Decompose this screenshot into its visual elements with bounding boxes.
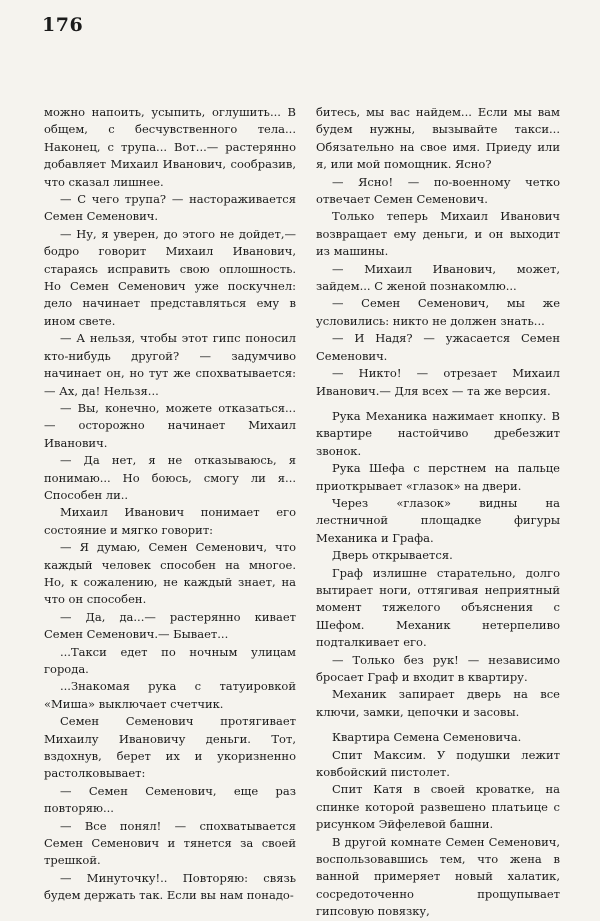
- paragraph: — Семен Семенович, еще раз повторяю...: [44, 783, 296, 816]
- paragraph: Граф излишне старательно, долго вытирает ноги, оттягивая неприятный момент тяжелого объяснения с Шефом. Механик нетерпеливо подталкивает его.: [316, 565, 560, 650]
- paragraph: — Никто! — отрезает Михаил Иванович.— Для всех — та же версия.: [316, 366, 560, 398]
- paragraph: Механик запирает дверь на все ключи, замки, цепочки и засовы.: [316, 687, 560, 719]
- paragraph: Михаил Иванович понимает его состояние и мягко говорит:: [44, 505, 296, 537]
- paragraph: — Михаил Иванович, может, зайдем... С женой познакомлю...: [316, 261, 560, 294]
- paragraph: — Семен Семенович, мы же условились: никто не должен знать...: [316, 296, 560, 328]
- paragraph: Спит Катя в своей кроватке, на спинке которой развешено платьице с рисунком Эйфелевой башни.: [316, 782, 560, 832]
- paragraph: Рука Механика нажимает кнопку. В квартире настойчиво дребезжит звонок.: [316, 408, 560, 458]
- paragraph: — А нельзя, чтобы этот гипс поносил кто-нибудь другой? — задумчиво начинает он, но тут же спохватывается: — Ах, да! Нельзя...: [44, 331, 296, 398]
- paragraph: Семен Семенович протягивает Михаилу Ивановичу деньги. Тот, вздохнув, берет их и укоризненно растолковывает:: [44, 714, 296, 781]
- paragraph: — Да нет, я не отказываюсь, я понимаю... Но боюсь, смогу ли я... Способен ли..: [44, 453, 296, 502]
- right-column: [316, 104, 560, 921]
- paragraph: — Ясно! — по-военному четко отвечает Семен Семенович.: [316, 174, 560, 207]
- paragraph: битесь, мы вас найдем... Если мы вам будем нужны, вызывайте такси... Обязательно на свое имя. Приеду или я, или мой помощник. Ясно?: [316, 105, 560, 172]
- page-number: 176: [42, 14, 84, 36]
- paragraph: — С чего трупа? — настораживается Семен Семенович.: [44, 192, 296, 224]
- paragraph: — Да, да...— растерянно кивает Семен Семенович.— Бывает...: [44, 609, 296, 642]
- paragraph: — Все понял! — спохватывается Семен Семенович и тянется за своей трешкой.: [44, 818, 296, 868]
- paragraph: Только теперь Михаил Иванович возвращает ему деньги, и он выходит из машины.: [316, 209, 560, 259]
- paragraph: — Ну, я уверен, до этого не дойдет,— бодро говорит Михаил Иванович, стараясь исправить свою оплошность. Но Семен Семенович уже поскучнел: дело начинает представляться ему в ином свете.: [44, 226, 296, 328]
- paragraph: ...Знакомая рука с татуировкой «Миша» выключает счетчик.: [44, 679, 296, 711]
- paragraph: ...Такси едет по ночным улицам города.: [44, 644, 296, 676]
- paragraph: Через «глазок» видны на лестничной площадке фигуры Механика и Графа.: [316, 495, 560, 545]
- left-column: [44, 104, 296, 905]
- paragraph: Дверь открывается.: [332, 548, 453, 563]
- paragraph: Рука Шефа с перстнем на пальце приоткрывает «глазок» на двери.: [316, 461, 560, 493]
- paragraph: — Вы, конечно, можете отказаться...— осторожно начинает Михаил Иванович.: [44, 400, 296, 450]
- scene-break: [316, 400, 560, 408]
- paragraph: — Я думаю, Семен Семенович, что каждый человек способен на многое. Но, к сожалению, не каждый знает, на что он способен.: [44, 540, 296, 607]
- scene-break: [316, 721, 560, 729]
- paragraph: — Только без рук! — независимо бросает Граф и входит в квартиру.: [316, 652, 560, 684]
- paragraph: Спит Максим. У подушки лежит ковбойский пистолет.: [316, 747, 560, 780]
- paragraph: можно напоить, усыпить, оглушить... В общем, с бесчувственного тела... Наконец, с трупа... Вот...— растерянно добавляет Михаил Иванович, сообразив, что сказал лишнее.: [44, 105, 296, 189]
- paragraph: В другой комнате Семен Семенович, воспользовавшись тем, что жена в ванной примеряет новый халатик, сосредоточенно прощупывает гипсовую повязку,: [316, 834, 560, 919]
- paragraph: — Минуточку!.. Повторяю: связь будем держать так. Если вы нам понадо-: [44, 870, 296, 903]
- paragraph: — И Надя? — ужасается Семен Семенович.: [316, 331, 560, 363]
- paragraph: Квартира Семена Семеновича.: [332, 730, 522, 745]
